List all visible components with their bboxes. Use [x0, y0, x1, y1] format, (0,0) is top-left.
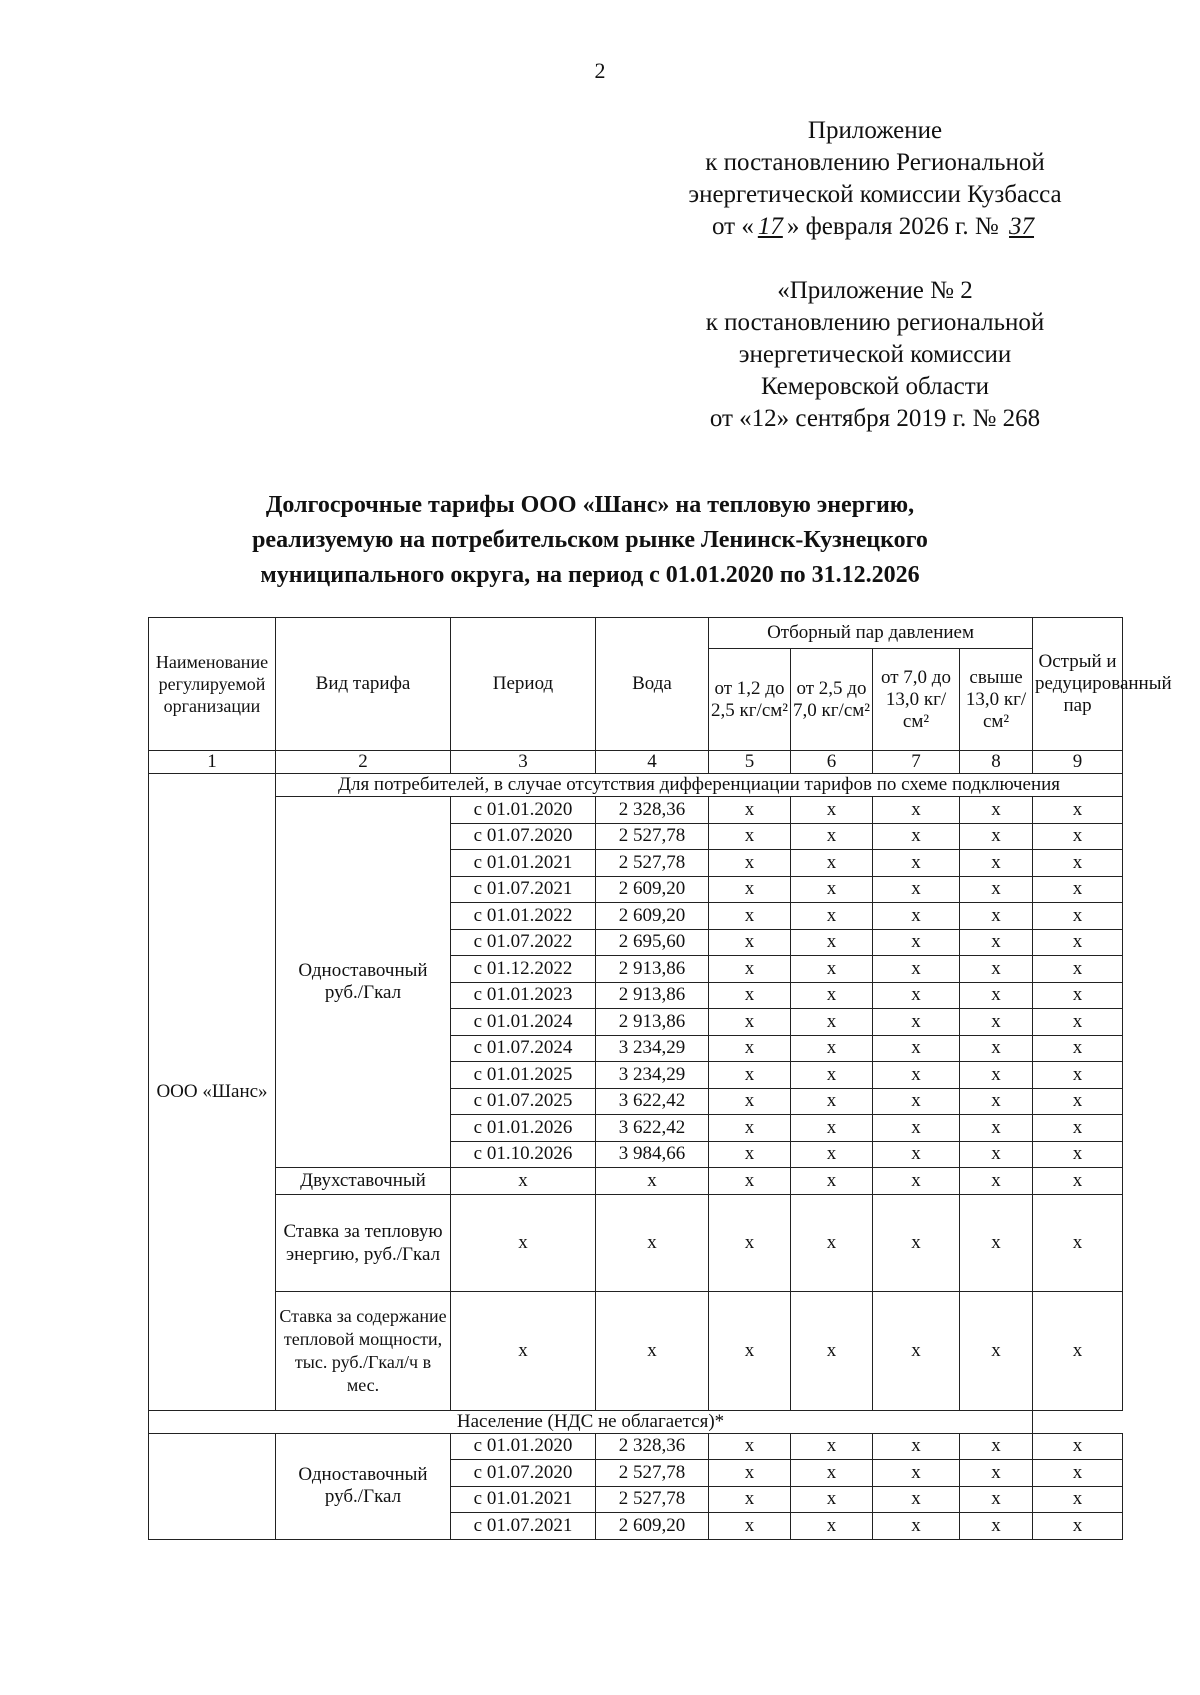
x-mark: x [709, 1486, 791, 1513]
col-number: 4 [596, 751, 709, 774]
x-mark: x [709, 1009, 791, 1036]
x-mark: x [791, 982, 873, 1009]
x-mark: x [873, 1009, 960, 1036]
header-steam-3: от 7,0 до 13,0 кг/см² [873, 649, 960, 751]
date-middle: » февраля 2026 г. № [786, 213, 999, 240]
col-number: 5 [709, 751, 791, 774]
col-number: 7 [873, 751, 960, 774]
appendix-current-header [640, 115, 1110, 243]
x-mark: x [1033, 1168, 1123, 1195]
x-mark: x [1033, 1115, 1123, 1142]
x-mark: x [791, 1115, 873, 1142]
x-mark: x [873, 1168, 960, 1195]
x-mark: x [873, 1433, 960, 1460]
x-mark: x [791, 1168, 873, 1195]
document-title [150, 488, 1030, 593]
x-mark: x [791, 1513, 873, 1540]
x-mark: x [960, 1168, 1033, 1195]
header-row [149, 618, 1123, 649]
period-cell: с 01.01.2021 [451, 1486, 596, 1513]
header-steam-1: от 1,2 до 2,5 кг/см² [709, 649, 791, 751]
x-mark: x [873, 797, 960, 824]
x-mark: x [791, 1062, 873, 1089]
water-value: 2 913,86 [596, 982, 709, 1009]
x-mark: x [960, 1088, 1033, 1115]
x-mark: x [960, 982, 1033, 1009]
appendix-title: Приложение [807, 117, 943, 144]
period-cell: с 01.07.2021 [451, 876, 596, 903]
appendix-line: энергетической комиссии [738, 341, 1012, 368]
water-value: 2 913,86 [596, 956, 709, 983]
x-mark: x [1033, 903, 1123, 930]
water-value: 2 328,36 [596, 1433, 709, 1460]
x-mark: x [873, 1035, 960, 1062]
x-mark: x [873, 929, 960, 956]
x-mark: x [873, 1513, 960, 1540]
period-cell: с 01.07.2020 [451, 823, 596, 850]
x-mark: x [709, 823, 791, 850]
x-mark: x [960, 903, 1033, 930]
x-mark: x [873, 1291, 960, 1410]
x-mark: x [709, 1194, 791, 1291]
water-value: 2 609,20 [596, 1513, 709, 1540]
x-mark: x [960, 929, 1033, 956]
x-mark: x [873, 876, 960, 903]
appendix-line: энергетической комиссии Кузбасса [688, 181, 1062, 208]
date-prefix: от « [711, 213, 754, 240]
x-mark: x [1033, 929, 1123, 956]
x-mark: x [791, 823, 873, 850]
capacity-rate-label: Ставка за содержание тепловой мощности, тыс. руб./Гкал/ч в мес. [276, 1291, 451, 1410]
x-mark: x [451, 1194, 596, 1291]
water-value: 3 984,66 [596, 1141, 709, 1168]
x-mark: x [960, 1513, 1033, 1540]
period-cell: с 01.07.2024 [451, 1035, 596, 1062]
x-mark: x [709, 1088, 791, 1115]
x-mark: x [709, 1513, 791, 1540]
period-cell: с 01.07.2025 [451, 1088, 596, 1115]
title-line: муниципального округа, на период с 01.01.2020 по 31.12.2026 [260, 562, 920, 588]
x-mark: x [791, 1433, 873, 1460]
x-mark: x [1033, 1035, 1123, 1062]
x-mark: x [960, 956, 1033, 983]
x-mark: x [791, 1291, 873, 1410]
x-mark: x [960, 876, 1033, 903]
x-mark: x [1033, 1009, 1123, 1036]
x-mark: x [791, 1460, 873, 1487]
header-steam-4: свыше 13,0 кг/см² [960, 649, 1033, 751]
x-mark: x [1033, 1062, 1123, 1089]
col-number: 8 [960, 751, 1033, 774]
x-mark: x [1033, 1088, 1123, 1115]
x-mark: x [791, 1088, 873, 1115]
appendix-line: к постановлению региональной [705, 309, 1045, 336]
header-tariff-type: Вид тарифа [276, 618, 451, 751]
header-period: Период [451, 618, 596, 751]
x-mark: x [1033, 982, 1123, 1009]
header-water: Вода [596, 618, 709, 751]
water-value: 2 609,20 [596, 903, 709, 930]
appendix-line: к постановлению Региональной [705, 149, 1045, 176]
x-mark: x [960, 823, 1033, 850]
x-mark: x [791, 1486, 873, 1513]
x-mark: x [1033, 1460, 1123, 1487]
water-value: 2 695,60 [596, 929, 709, 956]
col-number: 2 [276, 751, 451, 774]
period-cell: с 01.01.2022 [451, 903, 596, 930]
x-mark: x [791, 1035, 873, 1062]
handwritten-number: 37 [1009, 213, 1035, 240]
x-mark: x [709, 1460, 791, 1487]
period-cell: с 01.10.2026 [451, 1141, 596, 1168]
x-mark: x [596, 1291, 709, 1410]
x-mark: x [960, 1141, 1033, 1168]
section-label: Для потребителей, в случае отсутствия дифференциации тарифов по схеме подключения [276, 774, 1123, 797]
x-mark: x [960, 1115, 1033, 1142]
x-mark: x [873, 1062, 960, 1089]
x-mark: x [1033, 823, 1123, 850]
header-org: Наименование регулируемой организации [149, 618, 276, 751]
page-number: 2 [594, 58, 606, 83]
x-mark: x [709, 1168, 791, 1195]
col-number: 1 [149, 751, 276, 774]
section-label-row [149, 1410, 1123, 1433]
title-line: реализуемую на потребительском рынке Ленинск-Кузнецкого [252, 527, 928, 553]
capacity-rate-row [149, 1291, 1123, 1410]
x-mark: x [1033, 1291, 1123, 1410]
x-mark: x [873, 956, 960, 983]
water-value: 2 527,78 [596, 823, 709, 850]
water-value: 2 527,78 [596, 850, 709, 877]
single-rate-label: Одноставочный руб./Гкал [276, 797, 451, 1168]
x-mark: x [709, 797, 791, 824]
x-mark: x [709, 903, 791, 930]
tariff-table [148, 617, 1172, 1540]
x-mark: x [960, 1035, 1033, 1062]
x-mark: x [791, 1141, 873, 1168]
column-number-row [149, 751, 1123, 774]
x-mark: x [873, 1141, 960, 1168]
period-cell: с 01.01.2025 [451, 1062, 596, 1089]
period-cell: с 01.01.2020 [451, 797, 596, 824]
x-mark: x [709, 1141, 791, 1168]
period-cell: с 01.01.2020 [451, 1433, 596, 1460]
x-mark: x [960, 797, 1033, 824]
period-cell: с 01.07.2020 [451, 1460, 596, 1487]
section-label-row [149, 774, 1123, 797]
x-mark: x [791, 1194, 873, 1291]
x-mark: x [1033, 1486, 1123, 1513]
x-mark: x [1033, 797, 1123, 824]
table-row [149, 1433, 1123, 1460]
two-rate-row [149, 1168, 1123, 1195]
handwritten-day: 17 [757, 213, 783, 240]
period-cell: с 01.01.2021 [451, 850, 596, 877]
empty-cell [149, 1433, 276, 1539]
col-number: 6 [791, 751, 873, 774]
appendix-line: от «12» сентября 2019 г. № 268 [709, 405, 1041, 432]
x-mark: x [791, 903, 873, 930]
x-mark: x [791, 956, 873, 983]
x-mark: x [1033, 1141, 1123, 1168]
x-mark: x [709, 1062, 791, 1089]
organization-name: ООО «Шанс» [149, 774, 276, 1411]
two-rate-label: Двухставочный [276, 1168, 451, 1195]
x-mark: x [873, 903, 960, 930]
x-mark: x [960, 1433, 1033, 1460]
heat-rate-row [149, 1194, 1123, 1291]
col-number: 9 [1033, 751, 1123, 774]
appendix-line: Кемеровской области [760, 373, 990, 400]
water-value: 2 913,86 [596, 1009, 709, 1036]
period-cell: с 01.07.2022 [451, 929, 596, 956]
x-mark: x [960, 1291, 1033, 1410]
x-mark: x [960, 1194, 1033, 1291]
x-mark: x [791, 876, 873, 903]
water-value: 3 622,42 [596, 1115, 709, 1142]
water-value: 2 609,20 [596, 876, 709, 903]
x-mark: x [791, 929, 873, 956]
x-mark: x [873, 850, 960, 877]
heat-rate-label: Ставка за тепловую энергию, руб./Гкал [276, 1194, 451, 1291]
period-cell: с 01.01.2023 [451, 982, 596, 1009]
period-cell: с 01.01.2026 [451, 1115, 596, 1142]
x-mark: x [873, 1115, 960, 1142]
x-mark: x [873, 1460, 960, 1487]
x-mark: x [1033, 1194, 1123, 1291]
x-mark: x [709, 1291, 791, 1410]
x-mark: x [596, 1168, 709, 1195]
x-mark: x [709, 876, 791, 903]
x-mark: x [873, 1194, 960, 1291]
period-cell: с 01.12.2022 [451, 956, 596, 983]
x-mark: x [709, 982, 791, 1009]
x-mark: x [873, 982, 960, 1009]
table-row [149, 797, 1123, 824]
col-number: 3 [451, 751, 596, 774]
single-rate-label: Одноставочный руб./Гкал [276, 1433, 451, 1539]
header-steam-2: от 2,5 до 7,0 кг/см² [791, 649, 873, 751]
x-mark: x [873, 1088, 960, 1115]
x-mark: x [1033, 850, 1123, 877]
water-value: 2 527,78 [596, 1460, 709, 1487]
x-mark: x [451, 1291, 596, 1410]
x-mark: x [873, 1486, 960, 1513]
x-mark: x [1033, 1433, 1123, 1460]
x-mark: x [709, 1115, 791, 1142]
x-mark: x [960, 850, 1033, 877]
x-mark: x [709, 956, 791, 983]
x-mark: x [960, 1009, 1033, 1036]
x-mark: x [709, 929, 791, 956]
header-sharp-steam: Острый и редуцированный пар [1033, 618, 1123, 751]
period-cell: с 01.01.2024 [451, 1009, 596, 1036]
x-mark: x [1033, 956, 1123, 983]
x-mark: x [791, 850, 873, 877]
x-mark: x [791, 1009, 873, 1036]
x-mark: x [873, 823, 960, 850]
x-mark: x [709, 850, 791, 877]
appendix-original-header [640, 275, 1110, 435]
x-mark: x [960, 1486, 1033, 1513]
x-mark: x [709, 1433, 791, 1460]
water-value: 2 527,78 [596, 1486, 709, 1513]
water-value: 3 234,29 [596, 1035, 709, 1062]
x-mark: x [1033, 1513, 1123, 1540]
x-mark: x [451, 1168, 596, 1195]
section-label: Население (НДС не облагается)* [149, 1410, 1033, 1433]
water-value: 3 622,42 [596, 1088, 709, 1115]
x-mark: x [1033, 876, 1123, 903]
title-line: Долгосрочные тарифы ООО «Шанс» на тепловую энергию, [265, 492, 915, 518]
header-steam-group: Отборный пар давлением [709, 618, 1033, 649]
water-value: 3 234,29 [596, 1062, 709, 1089]
x-mark: x [596, 1194, 709, 1291]
period-cell: с 01.07.2021 [451, 1513, 596, 1540]
appendix-date-line [640, 211, 1110, 243]
x-mark: x [709, 1035, 791, 1062]
water-value: 2 328,36 [596, 797, 709, 824]
x-mark: x [791, 797, 873, 824]
x-mark: x [960, 1460, 1033, 1487]
x-mark: x [960, 1062, 1033, 1089]
appendix-title: «Приложение № 2 [777, 277, 973, 304]
